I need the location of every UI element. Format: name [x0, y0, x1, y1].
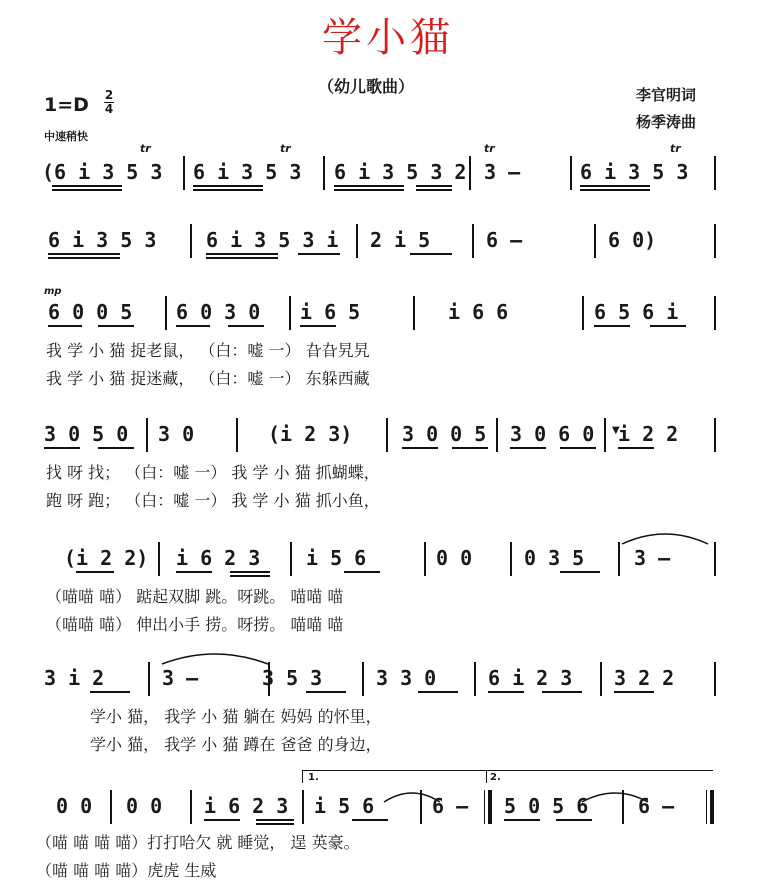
beam	[352, 819, 388, 821]
barline	[594, 224, 596, 258]
song-title: 学小猫	[322, 15, 454, 61]
beam	[306, 691, 346, 693]
measure: 6 i 3 5 3 i	[206, 228, 339, 252]
beam	[44, 447, 80, 449]
measure: i 6 6	[448, 300, 509, 324]
barline	[362, 662, 364, 696]
measure: 2 i 5	[370, 228, 431, 252]
trill-mark: tr	[670, 142, 681, 155]
measure: 3 0 6 0	[510, 422, 595, 446]
lyric-verse-2: （喵 喵 喵 喵）虎虎 生威	[36, 861, 217, 880]
barline	[386, 418, 388, 452]
time-signature-top: 2	[104, 88, 114, 102]
score-line-3	[0, 292, 776, 402]
beam	[90, 691, 130, 693]
beam	[416, 185, 452, 187]
barline	[714, 418, 716, 452]
barline	[510, 542, 512, 576]
measure: 6 0 3 0	[176, 300, 261, 324]
measure: 5 0 5 6	[504, 794, 589, 818]
beam	[410, 253, 452, 255]
measure: 3 5 3	[262, 666, 323, 690]
measure: 6 i 3 5 3 2	[334, 160, 467, 184]
barline	[183, 156, 185, 190]
beam	[176, 571, 212, 573]
barline	[413, 296, 415, 330]
beam	[52, 189, 122, 191]
volta-bracket-1	[302, 770, 487, 783]
lyric-verse-2: 学小 猫， 我学 小 猫 蹲在 爸爸 的身边，	[90, 735, 382, 754]
beam	[176, 325, 210, 327]
beam	[98, 325, 134, 327]
beam	[228, 325, 264, 327]
dynamic-marking: mp	[44, 286, 62, 297]
barline	[714, 156, 716, 190]
beam	[542, 691, 582, 693]
barline	[236, 418, 238, 452]
tie	[160, 650, 270, 666]
beam	[206, 253, 278, 255]
lyric-verse-1: （喵喵 喵） 踮起双脚 跳。呀跳。 喵喵 喵	[46, 587, 344, 606]
beam	[334, 185, 404, 187]
lyric-verse-2: （喵喵 喵） 伸出小手 捞。呀捞。 喵喵 喵	[46, 615, 344, 634]
measure: 3 –	[162, 666, 199, 690]
measure: 6 –	[638, 794, 675, 818]
barline	[190, 224, 192, 258]
barline	[582, 296, 584, 330]
measure: 3 2 2	[614, 666, 675, 690]
beam	[618, 447, 654, 449]
barline	[570, 156, 572, 190]
volta-number-2: 2.	[490, 772, 501, 783]
trill-mark: tr	[484, 142, 495, 155]
beam	[193, 185, 263, 187]
beam	[452, 447, 488, 449]
key-signature: 1=D	[44, 94, 89, 116]
repeat-barline	[488, 790, 492, 824]
beam	[344, 571, 380, 573]
composer-credit: 杨季涛曲	[636, 113, 697, 131]
beam	[206, 257, 278, 259]
measure: 3 –	[484, 160, 521, 184]
beam	[560, 447, 596, 449]
barline	[469, 156, 471, 190]
beam	[580, 189, 650, 191]
final-barline	[710, 790, 714, 824]
measure: i 6 2 3	[176, 546, 261, 570]
measure: (i 2 2)	[64, 546, 149, 570]
lyric-verse-1: 我 学 小 猫 捉老鼠， （白：嘘 一） 旮旮旯旯	[46, 341, 370, 360]
lyric-verse-1: 学小 猫， 我学 小 猫 躺在 妈妈 的怀里，	[90, 707, 382, 726]
measure: i 5 6	[306, 546, 367, 570]
barline	[110, 790, 112, 824]
measure: 6 i 3 5 3	[580, 160, 689, 184]
barline	[714, 662, 716, 696]
lyric-verse-2: 我 学 小 猫 捉迷藏， （白：嘘 一） 东躲西藏	[46, 369, 370, 388]
measure: 6 0 0 5	[48, 300, 133, 324]
beam	[300, 325, 336, 327]
time-signature	[104, 89, 114, 116]
beam	[298, 253, 340, 255]
measure: 6 –	[432, 794, 469, 818]
beam	[204, 819, 240, 821]
barline	[158, 542, 160, 576]
measure: i 5 6	[314, 794, 375, 818]
score-line-5	[0, 538, 776, 648]
barline	[714, 542, 716, 576]
beam	[48, 325, 82, 327]
beam	[580, 185, 650, 187]
accent-mark: ▼	[612, 425, 620, 436]
beam	[76, 571, 114, 573]
measure: 3 0 0 5	[402, 422, 487, 446]
volta-bracket-2	[486, 770, 713, 783]
measure: (6 i 3 5 3	[42, 160, 163, 184]
lyric-verse-1: （喵 喵 喵 喵）打打哈欠 就 睡觉， 逞 英豪。	[36, 833, 360, 852]
barline	[496, 418, 498, 452]
measure: 0 3 5	[524, 546, 585, 570]
barline	[323, 156, 325, 190]
beam	[556, 819, 592, 821]
barline	[146, 418, 148, 452]
measure: 3 –	[634, 546, 671, 570]
tempo-marking: 中速稍快	[44, 130, 88, 143]
measure: 0 0	[56, 794, 93, 818]
score-line-6	[0, 658, 776, 768]
barline	[600, 662, 602, 696]
barline	[472, 224, 474, 258]
barline	[420, 790, 422, 824]
barline	[302, 790, 304, 824]
trill-mark: tr	[140, 142, 151, 155]
beam	[193, 189, 263, 191]
measure: 3 0	[158, 422, 195, 446]
beam	[230, 575, 270, 577]
lyric-verse-2: 跑 呀 跑； （白：嘘 一） 我 学 小 猫 抓小鱼，	[46, 491, 380, 510]
measure: 3 0 5 0	[44, 422, 129, 446]
beam	[334, 189, 404, 191]
beam	[48, 253, 120, 255]
barline	[356, 224, 358, 258]
slur	[620, 530, 710, 546]
barline	[424, 542, 426, 576]
measure: 6 –	[486, 228, 523, 252]
measure: 6 i 3 5 3	[193, 160, 302, 184]
beam	[416, 189, 452, 191]
barline	[618, 542, 620, 576]
score-line-4	[0, 414, 776, 524]
measure: i 6 2 3	[204, 794, 289, 818]
measure: 0 0	[436, 546, 473, 570]
beam	[594, 325, 630, 327]
repeat-barline	[484, 790, 485, 824]
beam	[650, 325, 686, 327]
trill-mark: tr	[280, 142, 291, 155]
song-subtitle: （幼儿歌曲）	[318, 77, 415, 96]
beam	[402, 447, 438, 449]
barline	[148, 662, 150, 696]
barline	[622, 790, 624, 824]
measure: 6 5 6 i	[594, 300, 679, 324]
beam	[256, 819, 294, 821]
barline	[604, 418, 606, 452]
measure: i 2 2	[618, 422, 679, 446]
score-line-1	[0, 142, 776, 198]
barline	[290, 542, 292, 576]
beam	[256, 823, 294, 825]
barline	[714, 296, 716, 330]
barline	[474, 662, 476, 696]
barline	[289, 296, 291, 330]
beam	[488, 691, 524, 693]
beam	[560, 571, 600, 573]
beam	[48, 257, 120, 259]
measure: 3 3 0	[376, 666, 437, 690]
measure: 6 i 2 3	[488, 666, 573, 690]
beam	[52, 185, 122, 187]
barline	[714, 224, 716, 258]
barline	[190, 790, 192, 824]
measure: 3 i 2	[44, 666, 105, 690]
lyricist-credit: 李官明词	[636, 86, 697, 104]
volta-number-1: 1.	[308, 772, 319, 783]
beam	[504, 819, 540, 821]
score-line-7	[0, 772, 776, 886]
measure: 6 0)	[608, 228, 657, 252]
final-barline	[706, 790, 707, 824]
measure: 6 i 3 5 3	[48, 228, 157, 252]
time-signature-bottom: 4	[104, 102, 114, 116]
lyric-verse-1: 找 呀 找； （白：嘘 一） 我 学 小 猫 抓蝴蝶，	[46, 463, 380, 482]
beam	[230, 571, 270, 573]
measure: (i 2 3)	[268, 422, 353, 446]
measure: 0 0	[126, 794, 163, 818]
beam	[418, 691, 458, 693]
measure: i 6 5	[300, 300, 361, 324]
beam	[98, 447, 134, 449]
beam	[510, 447, 546, 449]
beam	[614, 691, 654, 693]
barline	[165, 296, 167, 330]
